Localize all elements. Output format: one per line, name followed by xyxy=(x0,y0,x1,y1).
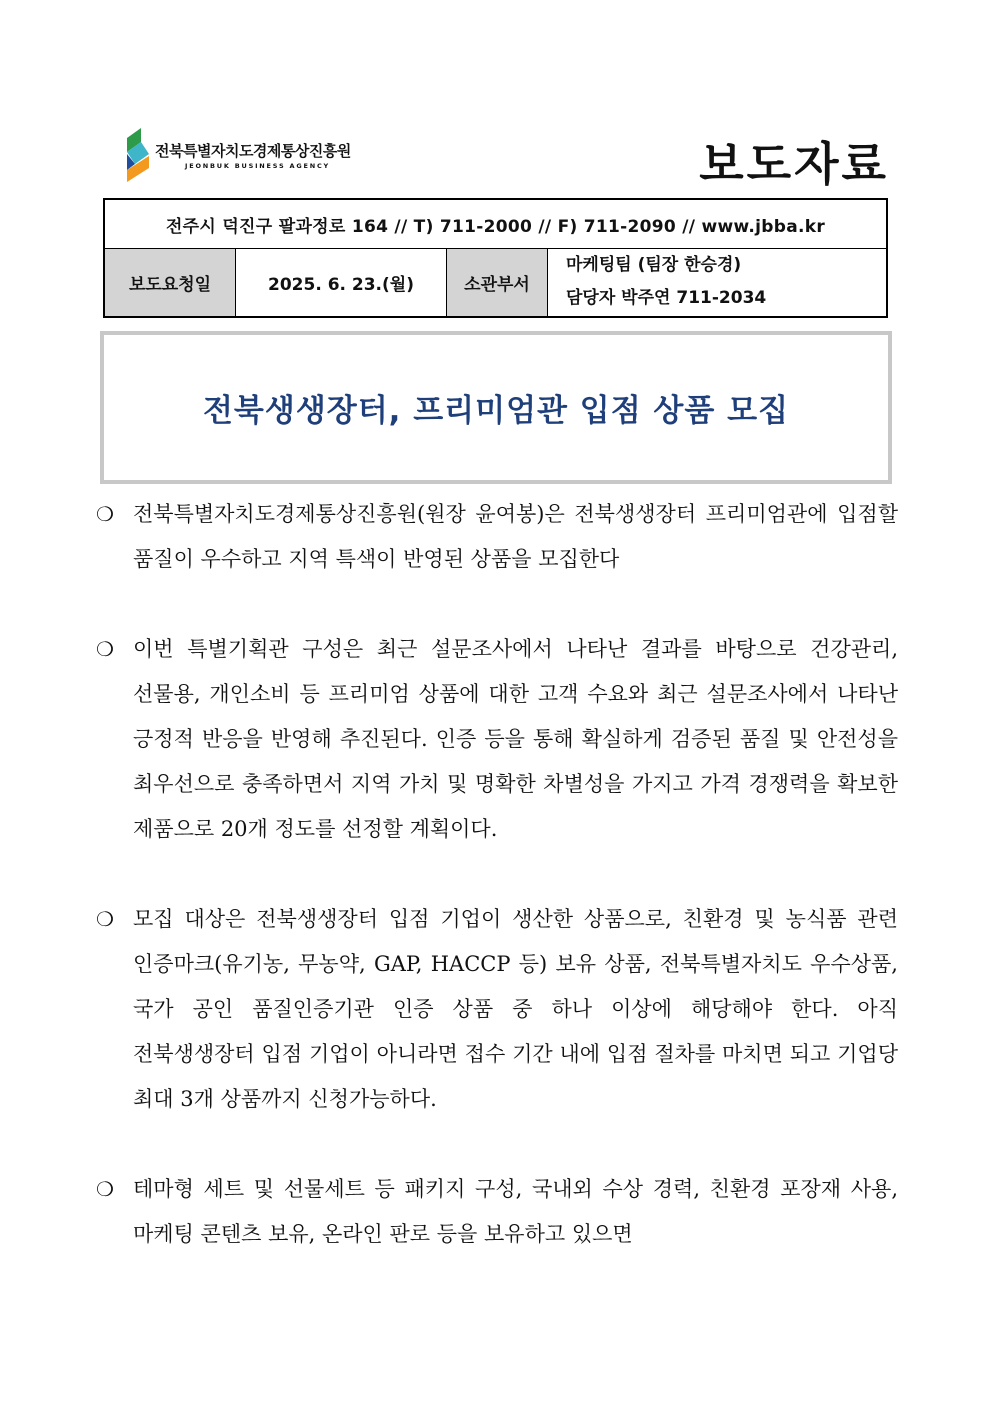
bullet-circle-icon: ❍ xyxy=(96,502,114,526)
bullet-circle-icon: ❍ xyxy=(96,1177,114,1201)
title-box xyxy=(100,331,892,484)
dept-cell xyxy=(548,249,888,317)
paragraph xyxy=(96,897,898,1122)
bullet-circle-icon: ❍ xyxy=(96,637,114,661)
dept-contact: 담당자 박주연 711-2034 xyxy=(566,288,767,309)
contact-info-table xyxy=(103,198,888,318)
paragraph xyxy=(96,627,898,852)
org-name: 전북특별자치도경제통상진흥원 xyxy=(155,142,351,160)
paragraph-text: 전북특별자치도경제통상진흥원(원장 윤여봉)은 전북생생장터 프리미엄관에 입점할 품질이 우수하고 지역 특색이 반영된 상품을 모집한다 xyxy=(133,502,898,571)
body-text xyxy=(96,492,898,1302)
bullet-circle-icon: ❍ xyxy=(96,907,114,931)
doc-type-heading: 보도자료 xyxy=(699,137,889,191)
org-logo xyxy=(123,124,383,182)
paragraph-text: 모집 대상은 전북생생장터 입점 기업이 생산한 상품으로, 친환경 및 농식품 관련 인증마크(유기농, 무농약, GAP, HACCP 등) 보유 상품, 전북특별자치도 우수상품, 국가 공인 품질인증기관 인증 상품 중 하나 이상에 해당해야 한다. 아직 전북생생장터 입점 기업이 아니라면 접수 기간 내에 입점 절차를 마치면 되고 기업당 최대 3개 상품까지 신청가능하다. xyxy=(133,907,898,1111)
press-title: 전북생생장터, 프리미엄관 입점 상품 모집 xyxy=(202,393,790,429)
paragraph-text: 이번 특별기획관 구성은 최근 설문조사에서 나타난 결과를 바탕으로 건강관리, 선물용, 개인소비 등 프리미엄 상품에 대한 고객 수요와 최근 설문조사에서 나타난 긍정적 반응을 반영해 추진된다. 인증 등을 통해 확실하게 검증된 품질 및 안전성을 최우선으로 충족하면서 지역 가치 및 명확한 차별성을 가지고 가격 경쟁력을 확보한 제품으로 20개 정도를 선정할 계획이다. xyxy=(133,637,898,841)
org-name-english: JEONBUK BUSINESS AGENCY xyxy=(185,162,331,170)
request-date: 2025. 6. 23.(월) xyxy=(236,249,447,317)
dept-team: 마케팅팀 (팀장 한승경) xyxy=(566,255,742,276)
paragraph xyxy=(96,1167,898,1257)
logo-mark-icon xyxy=(123,124,153,182)
header xyxy=(103,118,891,191)
dept-label: 소관부서 xyxy=(447,249,548,317)
address-line: 전주시 덕진구 팔과정로 164 // T) 711-2000 // F) 711-2090 // www.jbba.kr xyxy=(104,199,887,249)
paragraph-text: 테마형 세트 및 선물세트 등 패키지 구성, 국내외 수상 경력, 친환경 포장재 사용, 마케팅 콘텐츠 보유, 온라인 판로 등을 보유하고 있으면 xyxy=(133,1177,898,1246)
paragraph xyxy=(96,492,898,582)
request-date-label: 보도요청일 xyxy=(104,249,236,317)
